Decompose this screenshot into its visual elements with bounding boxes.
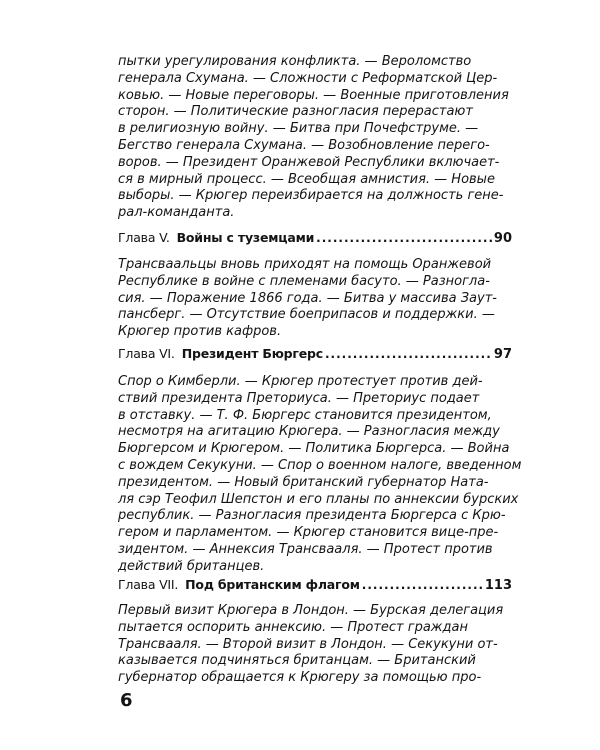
chapter-number: Глава VI. <box>118 346 175 361</box>
text-line: действий британцев. <box>118 558 265 574</box>
chapter-heading-7 <box>118 577 512 597</box>
text-line: президентом. — Новый британский губернатор Ната- <box>118 474 489 490</box>
text-line: казывается подчиняться британцам. — Британский <box>118 653 476 669</box>
chapter-number: Глава V. <box>118 230 170 245</box>
chapter-title: Под британским флагом <box>185 577 360 592</box>
chapter-summary <box>118 603 503 687</box>
text-line: рал-команданта. <box>118 205 235 221</box>
page-number: 6 <box>120 690 133 711</box>
text-line: в религиозную войну. — Битва при Почефструме. — <box>118 121 479 137</box>
text-line: Первый визит Крюгера в Лондон. — Бурская делегация <box>118 603 504 618</box>
text-line: Трансваальцы вновь приходят на помощь Оранжевой <box>118 257 492 272</box>
text-line: Крюгер против кафров. <box>118 324 282 340</box>
text-line: Республике в войне с племенами басуто. — Разногла- <box>118 273 490 289</box>
text-line: республик. — Разногласия президента Бюргерса с Крю- <box>118 508 506 524</box>
chapter-summary <box>118 54 509 222</box>
text-line: выборы. — Крюгер переизбирается на должность гене- <box>118 188 504 204</box>
text-line: сторон. — Политические разногласия перерастают <box>118 104 473 120</box>
text-line: пансберг. — Отсутствие боеприпасов и поддержки. — <box>118 307 495 323</box>
text-line: сия. — Поражение 1866 года. — Битва у массива Заут- <box>118 290 497 306</box>
dot-leader <box>316 231 492 245</box>
text-line: Бюргерсом и Крюгером. — Политика Бюргерса. — Война <box>118 441 510 457</box>
text-line: ковью. — Новые переговоры. — Военные приготовления <box>118 87 509 103</box>
chapter-page: 90 <box>493 231 512 246</box>
chapter-summary <box>118 257 497 341</box>
text-line: генерала Схумана. — Сложности с Реформатской Цер- <box>118 70 498 86</box>
chapter-page: 97 <box>493 347 512 362</box>
chapter-title: Войны с туземцами <box>176 230 315 245</box>
text-line: ствий президента Преториуса. — Преториус подает <box>118 390 480 406</box>
text-line: пытается оспорить аннексию. — Протест граждан <box>118 619 468 635</box>
text-line: пытки урегулирования конфликта. — Вероломство <box>118 54 472 69</box>
chapter-page: 113 <box>484 578 512 593</box>
text-line: с вождем Секукуни. — Спор о военном налоге, введенном <box>118 457 522 473</box>
chapter-number: Глава VII. <box>118 577 179 592</box>
text-line: Спор о Кимберли. — Крюгер протестует против дей- <box>118 374 483 389</box>
dot-leader <box>325 347 492 361</box>
chapter-summary <box>118 374 521 576</box>
text-line: гером и парламентом. — Крюгер становится вице-пре- <box>118 525 499 541</box>
text-line: воров. — Президент Оранжевой Республики включает- <box>118 154 500 170</box>
chapter-title: Президент Бюргерс <box>181 346 323 361</box>
text-line: зидентом. — Аннексия Трансвааля. — Протест против <box>118 541 493 557</box>
text-line: ля сэр Теофил Шепстон и его планы по аннексии бурских <box>118 491 519 507</box>
text-line: Трансвааля. — Второй визит в Лондон. — Секукуни от- <box>118 636 498 652</box>
text-line: несмотря на агитацию Крюгера. — Разногласия между <box>118 424 500 440</box>
text-line: ся в мирный процесс. — Всеобщая амнистия. — Новые <box>118 171 495 187</box>
dot-leader <box>362 578 483 592</box>
text-line: в отставку. — Т. Ф. Бюргерс становится президентом, <box>118 407 492 423</box>
text-line: Бегство генерала Схумана. — Возобновление перего- <box>118 137 490 153</box>
chapter-heading-5 <box>118 230 512 250</box>
chapter-heading-6 <box>118 346 512 366</box>
text-line: губернатор обращается к Крюгеру за помощью про- <box>118 670 482 686</box>
